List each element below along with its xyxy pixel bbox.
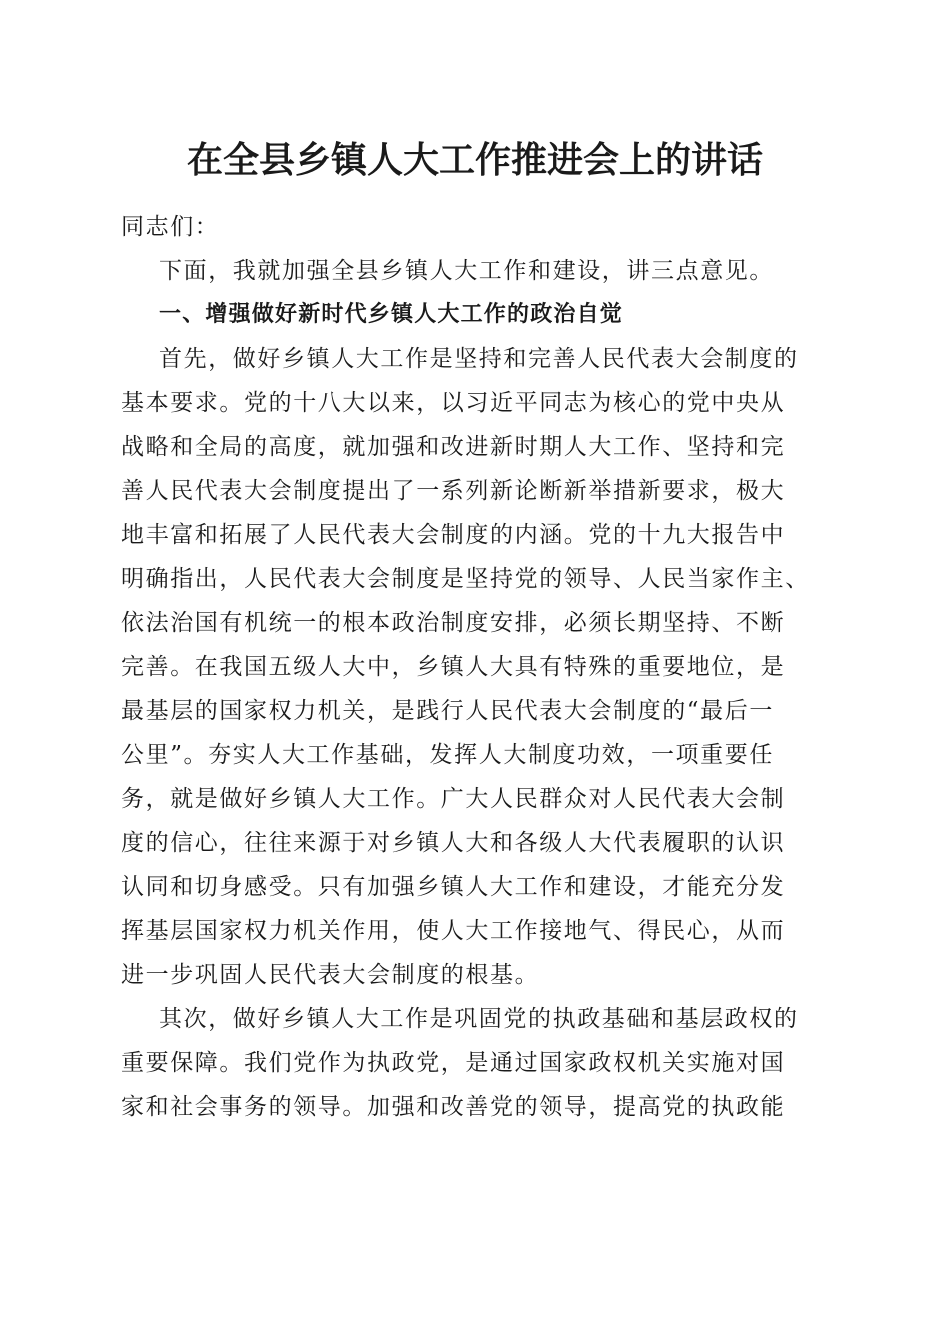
paragraph-line: 首先，做好乡镇人大工作是坚持和完善人民代表大会制度的 — [159, 346, 799, 372]
paragraph-line: 善人民代表大会制度提出了一系列新论断新举措新要求，极大 — [121, 478, 786, 504]
paragraph-2 — [121, 997, 825, 1129]
paragraph-line: 家和社会事务的领导。加强和改善党的领导，提高党的执政能 — [121, 1094, 786, 1120]
paragraph-line: 进一步巩固人民代表大会制度的根基。 — [121, 962, 540, 988]
paragraph-1 — [121, 337, 825, 997]
paragraph-line: 重要保障。我们党作为执政党，是通过国家政权机关实施对国 — [121, 1050, 786, 1076]
paragraph-line: 公里”。夯实人大工作基础，发挥人大制度功效，一项重要任 — [121, 742, 774, 768]
paragraph-line: 地丰富和拓展了人民代表大会制度的内涵。党的十九大报告中 — [121, 522, 786, 548]
salutation: 同志们： — [121, 214, 220, 240]
paragraph-line: 依法治国有机统一的根本政治制度安排，必须长期坚持、不断 — [121, 610, 786, 636]
section-heading-1: 一、增强做好新时代乡镇人大工作的政治自觉 — [159, 302, 624, 327]
document-body — [121, 205, 825, 1129]
paragraph-line: 最基层的国家权力机关，是践行人民代表大会制度的“最后一 — [121, 698, 774, 724]
paragraph-line: 挥基层国家权力机关作用，使人大工作接地气、得民心，从而 — [121, 918, 786, 944]
paragraph-line: 其次，做好乡镇人大工作是巩固党的执政基础和基层政权的 — [159, 1006, 799, 1032]
paragraph-line: 完善。在我国五级人大中，乡镇人大具有特殊的重要地位，是 — [121, 654, 786, 680]
intro-paragraph: 下面，我就加强全县乡镇人大工作和建设，讲三点意见。 — [159, 258, 774, 284]
paragraph-line: 度的信心，往往来源于对乡镇人大和各级人大代表履职的认识 — [121, 830, 786, 856]
paragraph-line: 认同和切身感受。只有加强乡镇人大工作和建设，才能充分发 — [121, 874, 786, 900]
paragraph-line: 明确指出，人民代表大会制度是坚持党的领导、人民当家作主、 — [121, 566, 810, 592]
paragraph-line: 务，就是做好乡镇人大工作。广大人民群众对人民代表大会制 — [121, 786, 786, 812]
paragraph-line: 基本要求。党的十八大以来，以习近平同志为核心的党中央从 — [121, 390, 786, 416]
paragraph-line: 战略和全局的高度，就加强和改进新时期人大工作、坚持和完 — [121, 434, 786, 460]
document-title: 在全县乡镇人大工作推进会上的讲话 — [186, 139, 763, 181]
